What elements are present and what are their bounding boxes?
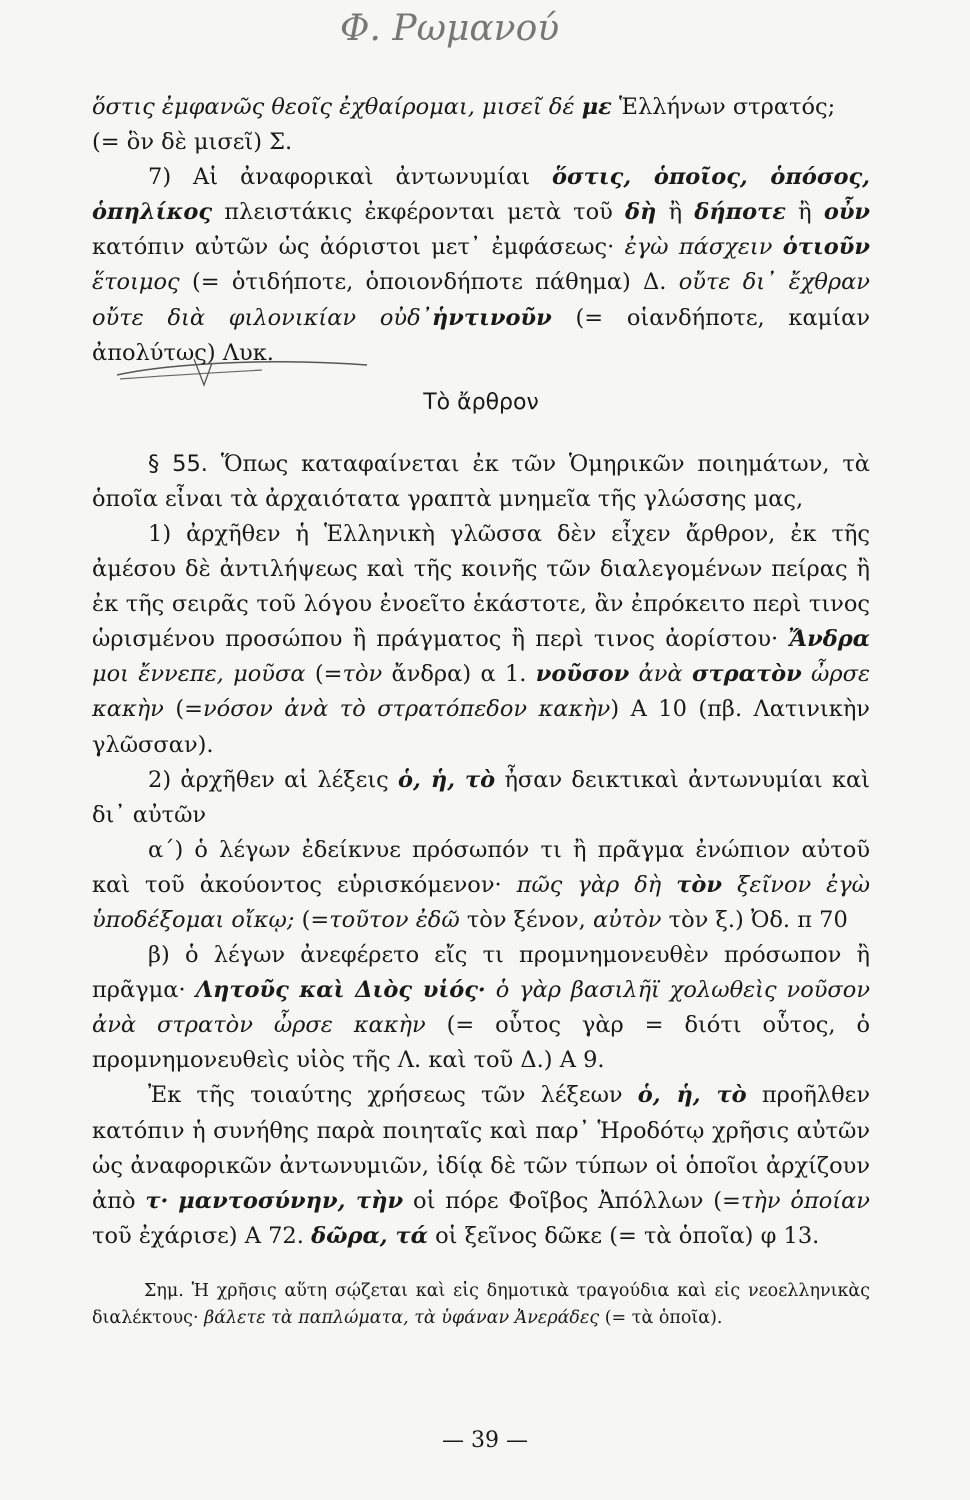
body-text: [92, 90, 870, 1332]
page-number: — 39 —: [442, 1428, 528, 1453]
item-1: 1) ἀρχῆθεν ἡ Ἑλληνικὴ γλῶσσα δὲν εἶχεν ἄρθρον, ἐκ τῆς ἀμέσου δὲ ἀντιλήψεως καὶ τῆς κοινῆς τῶν διαλεγομένων πείρας ἢ ἐκ τῆς σειρᾶς τοῦ λόγου ἐνοεῖτο ἑκάστοτε, ἂν ἐπρόκειτο περὶ τινος ὡρισμένου προσώπου ἢ πράγματος ἢ περὶ τινος ἀορίστου· Ἄνδρα μοι ἔννεπε, μοῦσα (=τὸν ἄνδρα) α 1. νοῦσον ἀνὰ στρατὸν ὦρσε κακὴν (=νόσον ἀνὰ τὸ στρατόπεδον κακὴν) Α 10 (πβ. Λατινικὴν γλῶσσαν).: [92, 520, 871, 758]
paragraph-opening-quote: ὅστις ἐμφανῶς θεοῖς ἐχθαίρομαι, μισεῖ δέ με Ἑλλήνων στρατός; (= ὃν δὲ μισεῖ) Σ.: [92, 94, 836, 156]
section-55-intro: § 55. Ὅπως καταφαίνεται ἐκ τῶν Ὁμηρικῶν ποιημάτων, τὰ ὁποῖα εἶναι τὰ ἀρχαιότατα γραπτὰ μνημεῖα τῆς γλώσσης μας,: [92, 450, 871, 512]
paragraph-relative-use: Ἐκ τῆς τοιαύτης χρήσεως τῶν λέξεων ὁ, ἡ, τὸ προῆλθεν κατόπιν ἡ συνήθης παρὰ ποιηταῖς καὶ παρ᾽ Ἡροδότῳ χρῆσις αὐτῶν ὡς ἀναφορικῶν ἀντωνυμιῶν, ἰδίᾳ δὲ τῶν τύπων οἱ ὁποῖοι ἀρχίζουν ἀπὸ τ· μαντοσύνην, τὴν οἱ πόρε Φοῖβος Ἀπόλλων (=τὴν ὁποίαν τοῦ ἐχάρισε) Α 72. δῶρα, τά οἱ ξεῖνος δῶκε (= τὰ ὁποῖα) φ 13.: [92, 1082, 870, 1249]
footnote: Σημ. Ἡ χρῆσις αὕτη σῴζεται καὶ εἰς δημοτικὰ τραγούδια καὶ εἰς νεοελληνικὰς διαλέκτους· βάλετε τὰ παπλώματα, τὰ ὑφάναν Ἀνεράδες (= τὰ ὁποῖα).: [92, 1280, 870, 1328]
item-2b: β) ὁ λέγων ἀνεφέρετο εἴς τι προμνημονευθὲν πρόσωπον ἢ πρᾶγμα· Λητοῦς καὶ Διὸς υἱός· ὁ γὰρ βασιλῆϊ χολωθεὶς νοῦσον ἀνὰ στρατὸν ὦρσε κακὴν (= οὗτος γὰρ = διότι οὗτος, ὁ προμνημονευθεὶς υἱὸς τῆς Λ. καὶ τοῦ Δ.) Α 9.: [92, 942, 871, 1074]
handwritten-annotation: [330, 0, 650, 60]
section-number: § 55.: [148, 450, 208, 477]
paragraph-7-relative-pronouns: 7) Αἱ ἀναφορικαὶ ἀντωνυμίαι ὅστις, ὁποῖος, ὁπόσος, ὁπηλίκος πλειστάκις ἐκφέρονται μετὰ τοῦ δὴ ἢ δήποτε ἢ οὖν κατόπιν αὐτῶν ὡς ἀόριστοι μετ᾽ ἐμφάσεως· ἐγὼ πάσχειν ὁτιοῦν ἕτοιμος (= ὁτιδήποτε, ὁποιονδήποτε πάθημα) Δ. οὔτε δι᾽ ἔχθραν οὔτε διὰ φιλονικίαν οὐδ᾽ἡντινοῦν (= οἱανδήποτε, καμίαν ἀπολύτως) Λυκ.: [92, 164, 871, 366]
item-2: 2) ἀρχῆθεν αἱ λέξεις ὁ, ἡ, τὸ ἦσαν δεικτικαὶ ἀντωνυμίαι καὶ δι᾽ αὐτῶν: [92, 766, 870, 828]
section-heading: Τὸ ἄρθρον: [423, 389, 539, 415]
item-2a: α΄) ὁ λέγων ἐδείκνυε πρόσωπόν τι ἢ πρᾶγμα ἐνώπιον αὐτοῦ καὶ τοῦ ἀκούοντος εὑρισκόμενον· πῶς γὰρ δὴ τὸν ξεῖνον ἐγὼ ὑποδέξομαι οἴκῳ; (=τοῦτον ἐδῶ τὸν ξένον, αὐτὸν τὸν ξ.) Ὀδ. π 70: [92, 836, 871, 933]
handwritten-name: Φ. Ρωμανού: [340, 8, 560, 49]
